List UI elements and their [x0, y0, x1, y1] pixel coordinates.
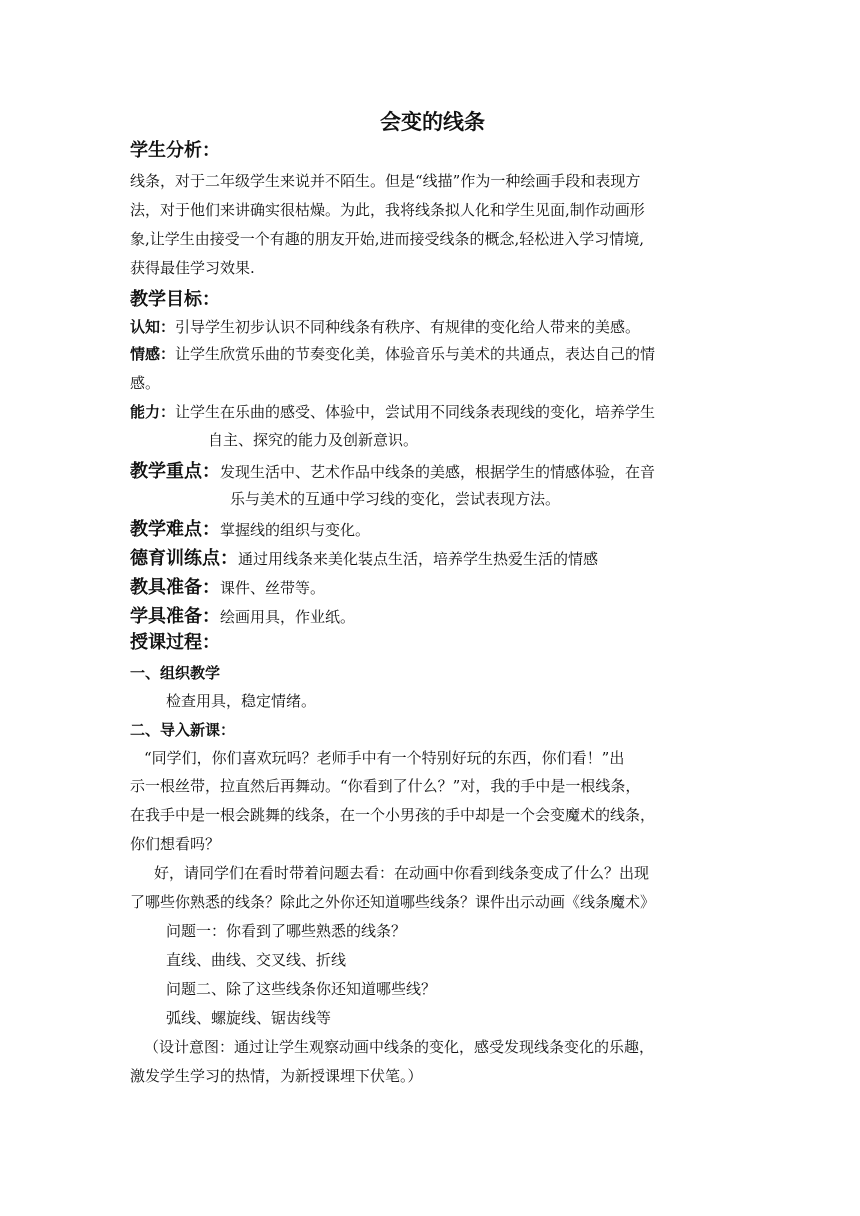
difficulty — [130, 515, 370, 541]
student-analysis-heading: 学生分析： — [130, 140, 220, 161]
difficulty-text: 掌握线的组织与变化。 — [220, 521, 371, 539]
goal-cognition — [130, 316, 640, 337]
question-one: 问题一：你看到了哪些熟悉的线条？ — [166, 922, 407, 940]
goal-cognition-label: 认知： — [130, 318, 176, 336]
student-analysis-line: 象,让学生由接受一个有趣的朋友开始,进而接受线条的概念,轻松进入学习情境, — [130, 230, 645, 248]
moral-text: 通过用线条来美化装点生活，培养学生热爱生活的情感 — [238, 550, 599, 568]
question-two: 问题二、除了这些线条你还知道哪些线？ — [166, 980, 437, 998]
teaching-tools — [130, 573, 325, 599]
goal-ability-label: 能力： — [130, 403, 176, 421]
goal-emotion — [130, 343, 655, 364]
document-title: 会变的线条 — [380, 110, 485, 134]
goal-emotion-label: 情感： — [130, 345, 176, 363]
goal-ability — [130, 401, 655, 422]
goal-ability-text: 让学生在乐曲的感受、体验中，尝试用不同线条表现线的变化，培养学生 — [175, 403, 656, 421]
student-analysis-line: 线条，对于二年级学生来说并不陌生。但是“线描”作为一种绘画手段和表现方 — [130, 172, 641, 190]
section-organize-text: 检查用具，稳定情绪。 — [166, 692, 317, 710]
student-analysis-line: 法，对于他们来讲确实很枯燥。为此，我将线条拟人化和学生见面,制作动画形 — [130, 201, 645, 219]
student-tools-text: 绘画用具，作业纸。 — [220, 608, 356, 626]
goal-ability-cont: 自主、探究的能力及创新意识。 — [208, 431, 419, 449]
goal-emotion-text: 让学生欣赏乐曲的节奏变化美，体验音乐与美术的共通点，表达自己的情 — [175, 345, 656, 363]
intro-para1-line: 在我手中是一根会跳舞的线条，在一个小男孩的手中却是一个会变魔术的线条， — [130, 806, 656, 824]
section-organize-heading: 一、组织教学 — [130, 664, 221, 682]
answer-one: 直线、曲线、交叉线、折线 — [166, 951, 347, 969]
goal-emotion-cont: 感。 — [130, 374, 161, 392]
intro-para1-line: 示一根丝带，拉直然后再舞动。“你看到了什么？”对，我的手中是一根线条， — [130, 777, 641, 795]
intro-para1-line: 你们想看吗？ — [130, 835, 221, 853]
key-points-text: 发现生活中、艺术作品中线条的美感，根据学生的情感体验，在音 — [220, 463, 656, 481]
design-intent-line: （设计意图：通过让学生观察动画中线条的变化，感受发现线条变化的乐趣， — [144, 1038, 655, 1056]
student-tools-label: 学具准备： — [130, 606, 220, 627]
key-points-label: 教学重点： — [130, 461, 220, 482]
process-heading: 授课过程： — [130, 632, 220, 653]
difficulty-label: 教学难点： — [130, 519, 220, 540]
goals-heading: 教学目标： — [130, 289, 220, 310]
teaching-tools-text: 课件、丝带等。 — [220, 579, 326, 597]
intro-para2-line: 了哪些你熟悉的线条？除此之外你还知道哪些线条？课件出示动画《线条魔术》 — [130, 893, 656, 911]
moral-label: 德育训练点： — [130, 548, 238, 569]
design-intent-line: 激发学生学习的热情，为新授课埋下伏笔。） — [130, 1067, 423, 1085]
section-intro-heading: 二、导入新课： — [130, 721, 236, 739]
intro-para2-line: 好，请同学们在看时带着问题去看：在动画中你看到线条变成了什么？出现 — [154, 864, 650, 882]
teaching-tools-label: 教具准备： — [130, 577, 220, 598]
answer-two: 弧线、螺旋线、锯齿线等 — [166, 1009, 332, 1027]
key-points — [130, 457, 655, 483]
key-points-cont: 乐与美术的互通中学习线的变化，尝试表现方法。 — [230, 490, 561, 508]
student-analysis-line: 获得最佳学习效果. — [130, 259, 255, 277]
intro-para1-line: “同学们，你们喜欢玩吗？老师手中有一个特别好玩的东西，你们看！”出 — [144, 749, 625, 767]
moral-training — [130, 544, 598, 570]
goal-cognition-text: 引导学生初步认识不同种线条有秩序、有规律的变化给人带来的美感。 — [175, 318, 641, 336]
student-tools — [130, 602, 355, 628]
